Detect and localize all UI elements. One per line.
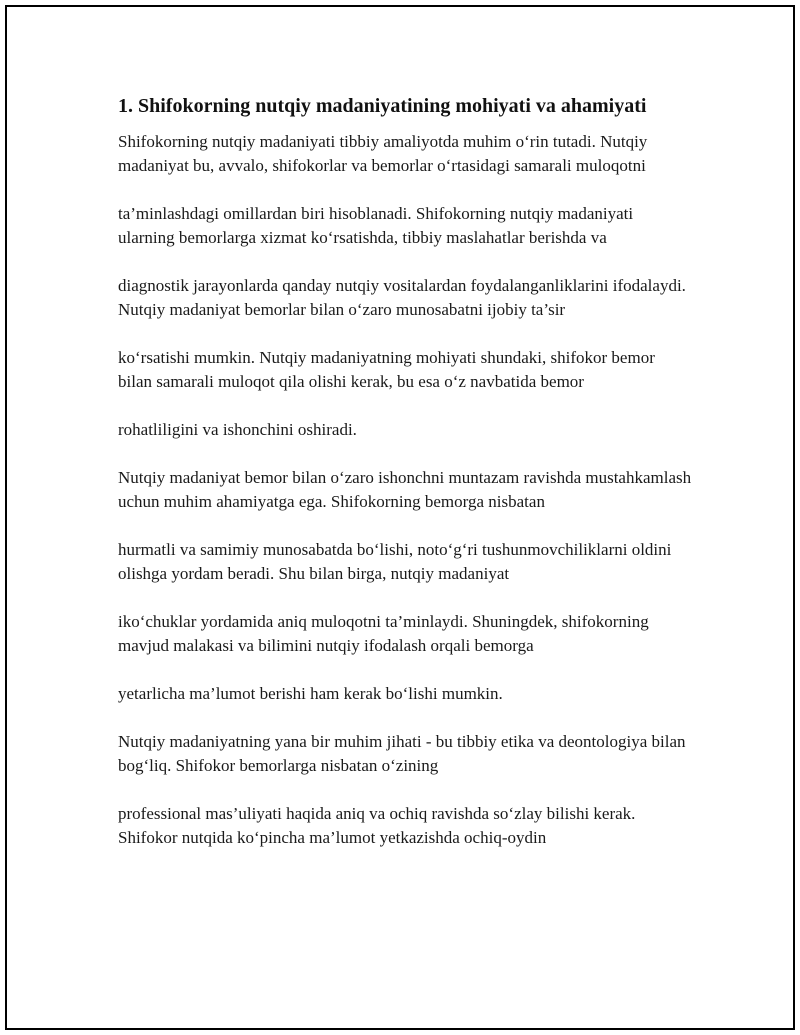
paragraph-8: iko‘chuklar yordamida aniq muloqotni ta’minlaydi. Shuningdek, shifokorning mavjud malakasi va bilimini nutqiy ifodalash orqali bemorga [118,612,649,655]
paragraph-1: Shifokorning nutqiy madaniyati tibbiy amaliyotda muhim o‘rin tutadi. Nutqiy madaniyat bu, avvalo, shifokorlar va bemorlar o‘rtasidagi samarali muloqotni [118,132,648,175]
paragraph-9: yetarlicha ma’lumot berishi ham kerak bo‘lishi mumkin. [118,684,503,703]
section-heading: 1. Shifokorning nutqiy madaniyatining mohiyati va ahamiyati [118,95,647,117]
paragraph-4: ko‘rsatishi mumkin. Nutqiy madaniyatning mohiyati shundaki, shifokor bemor bilan samarali muloqot qila olishi kerak, bu esa o‘z navbatida bemor [118,348,655,391]
paragraph-3: diagnostik jarayonlarda qanday nutqiy vositalardan foydalanganliklarini ifodalaydi. Nutqiy madaniyat bemorlar bilan o‘zaro munosabatni ijobiy ta’sir [118,276,686,319]
paragraph-2: ta’minlashdagi omillardan biri hisoblanadi. Shifokorning nutqiy madaniyati ularning bemorlarga xizmat ko‘rsatishda, tibbiy maslahatlar berishda va [118,204,634,247]
paragraph-10: Nutqiy madaniyatning yana bir muhim jihati - bu tibbiy etika va deontologiya bilan bog‘liq. Shifokor bemorlarga nisbatan o‘zining [118,732,686,775]
paragraph-5: rohatliligini va ishonchini oshiradi. [118,420,357,439]
paragraph-7: hurmatli va samimiy munosabatda bo‘lishi, noto‘g‘ri tushunmovchiliklarni oldini olishga yordam beradi. Shu bilan birga, nutqiy madaniyat [118,540,672,583]
paragraph-11: professional mas’uliyati haqida aniq va ochiq ravishda so‘zlay bilishi kerak. Shifokor nutqida ko‘pincha ma’lumot yetkazishda ochiq-oydin [118,804,636,847]
paragraph-6: Nutqiy madaniyat bemor bilan o‘zaro ishonchni muntazam ravishda mustahkamlash uchun muhim ahamiyatga ega. Shifokorning bemorga nisbatan [118,468,692,511]
document-body [118,92,693,874]
